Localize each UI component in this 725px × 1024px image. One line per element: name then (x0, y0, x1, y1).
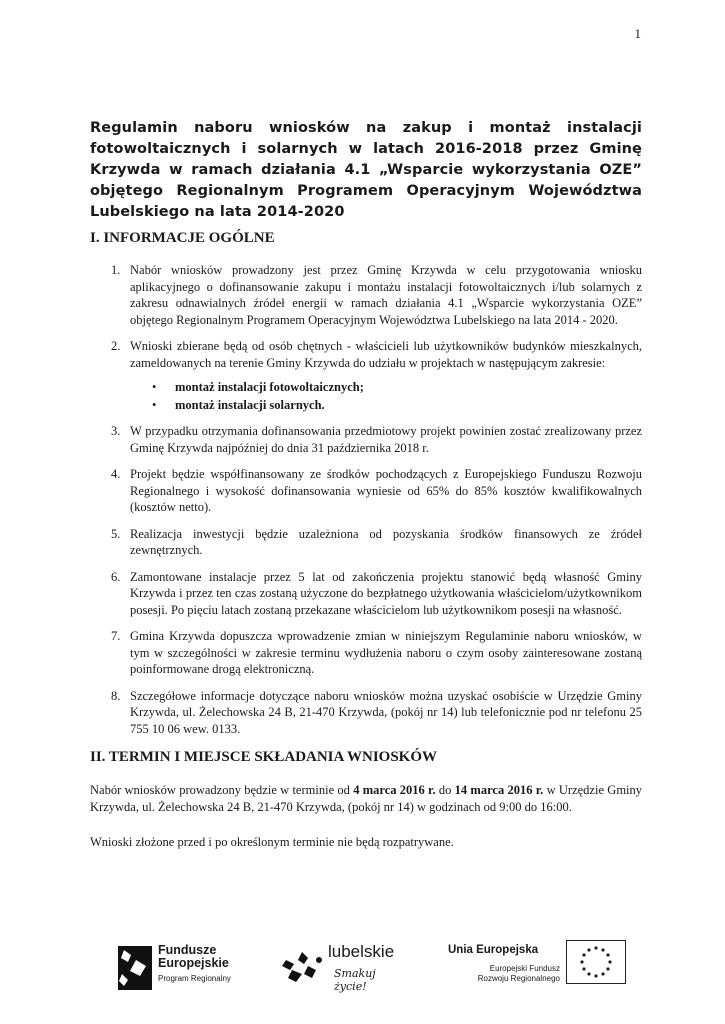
fe-mark-icon (118, 946, 152, 990)
ue-line1: Unia Europejska (448, 944, 539, 956)
item-number: 5. (111, 526, 121, 541)
item-number: 6. (111, 569, 121, 584)
list-item (90, 423, 642, 456)
fe-line3: Program Regionalny (158, 974, 231, 983)
section-2-heading: II. TERMIN I MIEJSCE SKŁADANIA WNIOSKÓW (90, 749, 438, 765)
list-item (90, 688, 642, 738)
bullet-text: montaż instalacji solarnych. (175, 397, 325, 412)
late-applications-paragraph: Wnioski złożone przed i po określonym terminie nie będą rozpatrywane. (90, 835, 454, 849)
end-date: 14 marca 2016 r. (454, 783, 544, 797)
paragraph-text: w Urzędzie Gminy Krzywda, ul. Żelechowska 24 B, 21-470 Krzywda, (pokój nr 14) w godzinach od 9:00 do 16:00. (90, 783, 643, 814)
ue-line2: Europejski Fundusz (489, 964, 560, 973)
item-text: Wnioski zbierane będą od osób chętnych - właścicieli lub użytkowników budynków mieszkalnych, zameldowanych na terenie Gminy Krzywda do udziału w projektach w następującym zakresie: (130, 339, 642, 370)
item-text: Realizacja inwestycji będzie uzależniona od pozyskania środków finansowych ze źródeł zewnętrznych. (130, 526, 642, 557)
list-item (90, 466, 642, 516)
bullet-icon: • (152, 380, 157, 394)
fe-line1: Fundusze (158, 943, 217, 957)
item-number: 2. (111, 339, 121, 353)
bullet-item (130, 397, 642, 414)
list-item (90, 526, 642, 559)
section-1-heading: I. INFORMACJE OGÓLNE (90, 230, 275, 246)
document-title: Regulamin naboru wniosków na zakup i montaż instalacji fotowoltaicznych i solarnych w latach 2016-2018 przez Gminę Krzywda w ramach działania 4.1 „Wsparcie wykorzystania OZE” objętego Regionalnym Programem Operacyjnym Województwa Lubelskiego na lata 2014-2020 (90, 120, 642, 220)
item-number: 4. (111, 467, 121, 481)
lubelskie-name: lubelskie (328, 942, 395, 961)
item-text: Szczegółowe informacje dotyczące naboru wniosków można uzyskać osobiście w Urzędzie Gminy Krzywda, ul. Żelechowska 24 B, 21-470 Krzywda, (pokój nr 14) lub telefonicznie pod nr telefonu 25 755 10 06 wew. 0133. (130, 688, 642, 736)
list-item (90, 628, 642, 678)
item-text: W przypadku otrzymania dofinansowania przedmiotowy projekt powinien zostać zrealizowany przez Gminę Krzywda najpóźniej do dnia 31 października 2018 r. (130, 424, 642, 455)
item-text: Gmina Krzywda dopuszcza wprowadzenie zmian w niniejszym Regulaminie naboru wniosków, w tym w szczególności w zakresie terminu wydłużenia naboru o czym osoby zainteresowane zostaną poinformowane drogą elektroniczną. (130, 629, 642, 676)
scope-bullet-list (130, 379, 642, 413)
item-number: 7. (111, 629, 121, 643)
funding-logos-bar (0, 938, 725, 998)
paragraph-text: Nabór wniosków prowadzony będzie w terminie od (90, 783, 354, 797)
item-text: Projekt będzie współfinansowany ze środków pochodzących z Europejskiego Funduszu Rozwoju Regionalnego i wysokość dofinansowania wyniesie od 65% do 85% kosztów kwalifikowalnych (kosztów netto). (130, 467, 642, 514)
item-number: 8. (111, 688, 121, 703)
eu-flag-icon (566, 940, 626, 984)
ue-text-logo (448, 944, 560, 994)
page-number: 1 (634, 26, 641, 41)
item-number: 3. (111, 424, 121, 438)
application-period-paragraph (90, 782, 642, 815)
fundusze-europejskie-logo (118, 944, 248, 994)
list-item (90, 569, 642, 619)
item-number: 1. (111, 263, 121, 277)
start-date: 4 marca 2016 r. (353, 783, 436, 797)
lubelskie-logo (278, 938, 408, 994)
general-info-list (90, 262, 642, 747)
ue-line3: Rozwoju Regionalnego (477, 974, 560, 983)
paragraph-text: do (435, 783, 455, 797)
lubelskie-mark-icon (278, 952, 324, 986)
bullet-text: montaż instalacji fotowoltaicznych; (175, 380, 364, 394)
bullet-item (130, 379, 642, 396)
lubelskie-slogan: Smakuj życie! (334, 967, 376, 993)
fe-line2: Europejskie (158, 956, 229, 970)
list-item (90, 262, 642, 328)
item-text: Nabór wniosków prowadzony jest przez Gminę Krzywda w celu przygotowania wniosku aplikacyjnego o dofinansowanie zakupu i montażu instalacji fotowoltaicznych i/lub solarnych z zakresu odnawialnych źródeł energii w ramach działania 4.1 „Wsparcie wykorzystania OZE” objętego Regionalnym Programem Operacyjnym Województwa Lubelskiego na lata 2014 - 2020. (130, 263, 642, 327)
list-item (90, 338, 642, 413)
item-text: Zamontowane instalacje przez 5 lat od zakończenia projektu stanowić będą własność Gminy Krzywda i przez ten czas zostaną użyczone do bezpłatnego użytkowania właścicielom/użytkownikom posesji. Po pięciu latach zostaną przekazane właścicielom lub użytkownikom posesji na własność. (130, 569, 642, 617)
bullet-icon: • (152, 397, 157, 412)
